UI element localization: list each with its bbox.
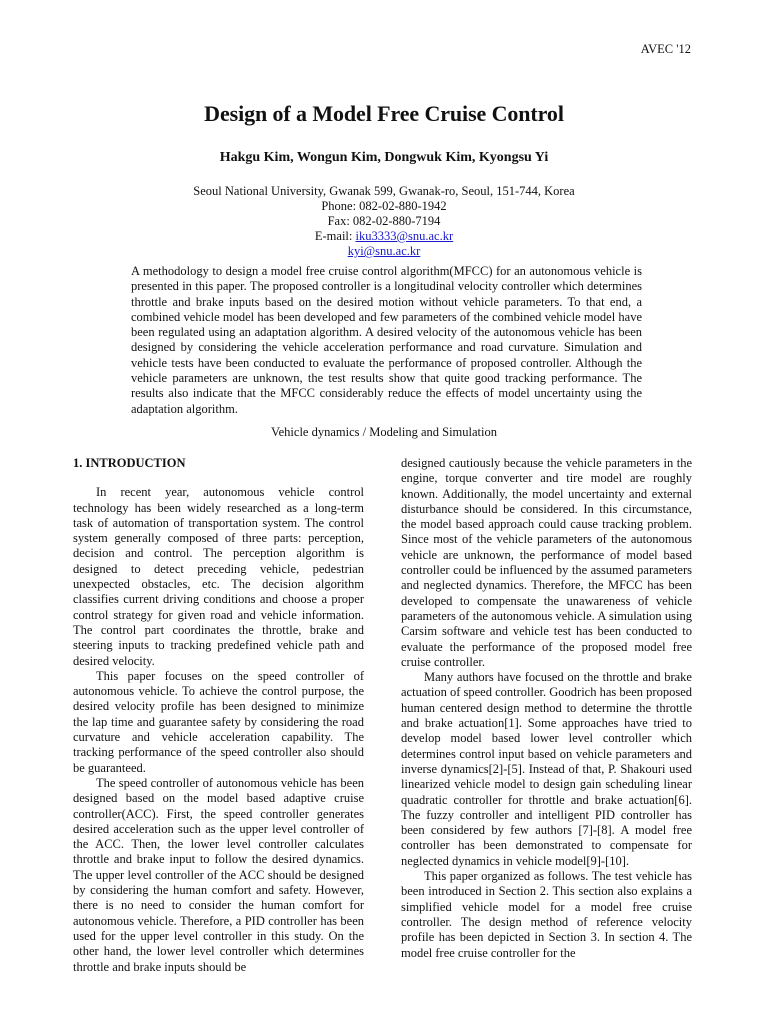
paragraph: In recent year, autonomous vehicle control technology has been widely researched as a long-term task of automation of transportation system. The control system generally composed of three parts: perception, decision and control. The perception algorithm is designed to detect preceding vehicle, pedestrian unexpected obstacles, etc. The decision algorithm classifies current driving conditions and choose a proper control strategy for given road and vehicle information. The control part coordinates the throttle, brake and steering inputs to tracking predefined vehicle path and desired velocity. [73, 485, 364, 668]
email-line [0, 229, 768, 244]
left-column [73, 456, 364, 975]
institution: Seoul National University, Gwanak 599, Gwanak-ro, Seoul, 151-744, Korea [193, 184, 575, 198]
email-line-2 [0, 244, 768, 259]
affiliation-block [0, 184, 768, 259]
author-list: Hakgu Kim, Wongun Kim, Dongwuk Kim, Kyongsu Yi [219, 150, 549, 165]
paper-title: Design of a Model Free Cruise Control [204, 101, 564, 126]
paragraph: The speed controller of autonomous vehicle has been designed based on the model based adaptive cruise controller(ACC). First, the speed controller generates desired acceleration such as the upper level controller of the ACC. Then, the lower level controller calculates throttle and brake input to follow the desired dynamics. The upper level controller of the ACC should be designed by considering the human comfort and safety. However, there is no need to consider the human comfort for autonomous vehicle. Therefore, a PID controller has been used for the upper level controller in this study. On the other hand, the lower level controller which determines throttle and brake inputs should be [73, 775, 364, 974]
email-label: E-mail: [314, 229, 356, 243]
fax: Fax: 082-02-880-7194 [327, 214, 441, 228]
phone: Phone: 082-02-880-1942 [321, 199, 447, 213]
paragraph: This paper organized as follows. The test vehicle has been introduced in Section 2. This section also explains a simplified vehicle model for a model free cruise controller. The design method of reference velocity profile has been depicted in Section 3. In section 4. The model free cruise controller for the [401, 869, 692, 960]
paragraph: This paper focuses on the speed controller of autonomous vehicle. To achieve the control purpose, the desired velocity profile has been designed to minimize the lap time and guarantee safety by considering the road curvature and vehicle acceleration capability. The tracking performance of the speed controller also should be guaranteed. [73, 668, 364, 775]
section-heading: 1. INTRODUCTION [73, 456, 186, 470]
right-column [401, 456, 692, 961]
paragraph: Many authors have focused on the throttle and brake actuation of speed controller. Goodrich has been proposed human centered design method to determine the throttle and brake actuation[1]. Some approaches have tried to develop model based lower level controller which determines control input based on vehicle parameters and inverse dynamics[2]-[5]. Instead of that, P. Shakouri used linearized vehicle model to design gain scheduling linear quadratic controller for throttle and brake actuation[6]. The fuzzy controller and intelligent PID controller has been considered by few authors [7]-[8]. A model free controller has been demonstrated to compensate for neglected dynamics in vehicle model[9]-[10]. [401, 670, 692, 868]
abstract: A methodology to design a model free cruise control algorithm(MFCC) for an autonomous vehicle is presented in this paper. The proposed controller is a longitudinal velocity controller which determines throttle and brake inputs based on the desired motion without vehicle parameters. To that end, a combined vehicle model has been developed and few parameters of the combined vehicle model have been regulated using an adaptation algorithm. A desired velocity of the autonomous vehicle has been designed by considering the vehicle acceleration performance and road curvature. Simulation and vehicle tests have been conducted to evaluate the performance of proposed controller. Although the vehicle parameters are unknown, the test results show that quite good tracking performance. The results also indicate that the MFCC considerably reduce the effects of model uncertainty using the adaptation algorithm. [131, 264, 642, 416]
paragraph: designed cautiously because the vehicle parameters in the engine, torque converter and tire model are roughly known. Additionally, the model uncertainty and external disturbance should be considered. In this circumstance, the model based approach could cause tracking problem. Since most of the vehicle parameters of the autonomous vehicle are unknown, the performance of model based controller could be influenced by the assumed parameters and neglected dynamics. Therefore, the MFCC has been developed to compensate the unawareness of vehicle parameters of the autonomous vehicle. A simulation using Carsim software and vehicle test has been conducted to evaluate the performance of the proposed model free cruise controller. [401, 456, 692, 669]
email-link-2[interactable]: kyi@snu.ac.kr [347, 244, 421, 258]
keywords: Vehicle dynamics / Modeling and Simulation [270, 425, 497, 439]
email-link-1[interactable]: iku3333@snu.ac.kr [355, 229, 454, 243]
conference-tag: AVEC '12 [640, 42, 691, 56]
